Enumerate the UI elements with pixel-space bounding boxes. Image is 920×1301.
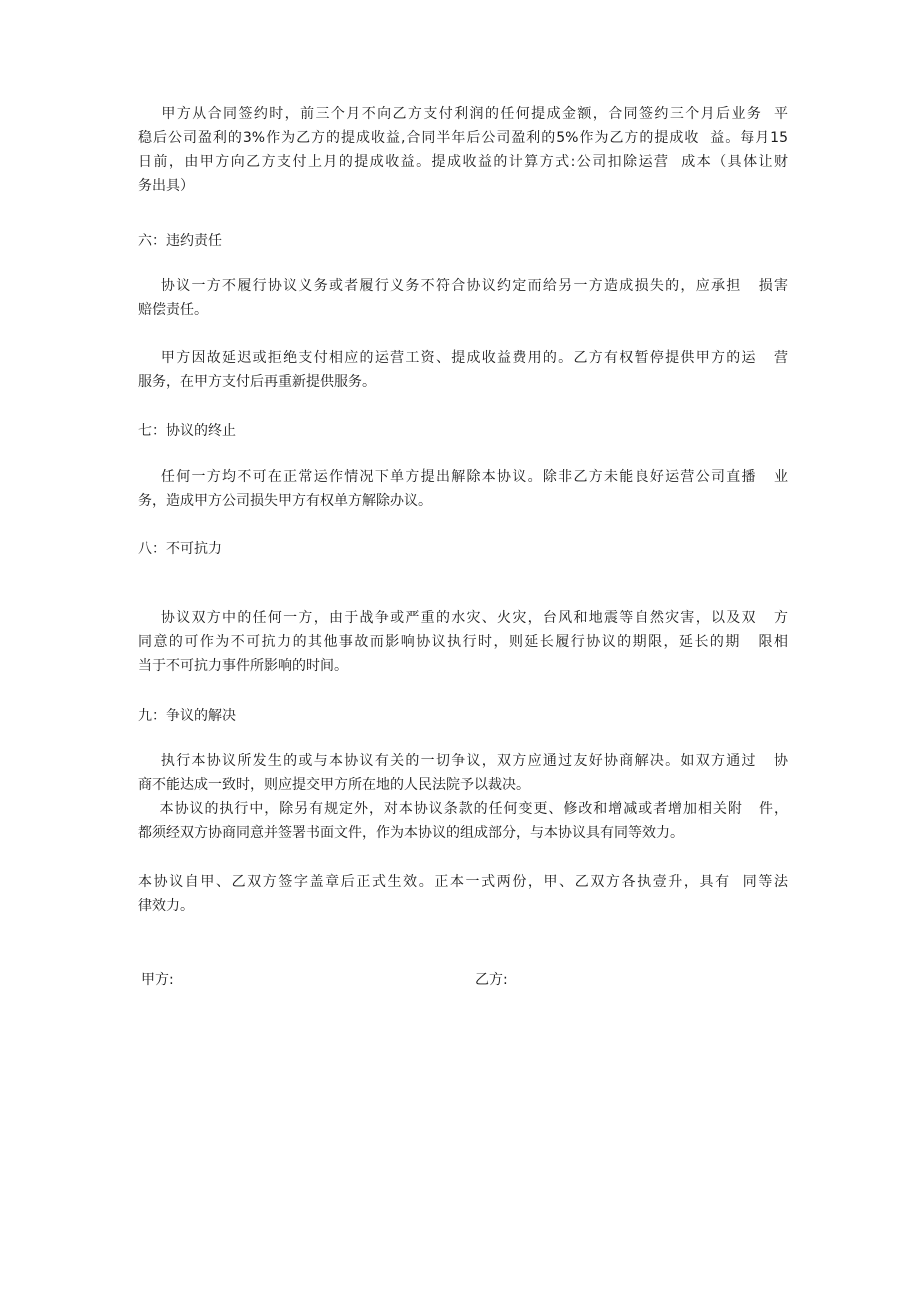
paragraph-line: 务，造成甲方公司损失甲方有权单方解除办议。 bbox=[138, 493, 432, 509]
effectiveness-paragraph bbox=[138, 870, 788, 918]
party-a-signature-label: 甲方: bbox=[141, 972, 174, 988]
paragraph-line: 商不能达成一致时，则应提交甲方所在地的人民法院予以裁决。 bbox=[138, 777, 530, 793]
section-6-liability-paragraph bbox=[138, 274, 788, 322]
paragraph-line: 甲方因故延迟或拒绝支付相应的运营工资、提成收益费用的。乙方有权暂停提供甲方的运 营 bbox=[138, 350, 788, 366]
paragraph-line: 协议一方不履行协议义务或者履行义务不符合协议约定而给另一方造成损失的，应承担 损害 bbox=[138, 278, 788, 294]
section-5-profit-sharing-paragraph bbox=[138, 102, 788, 198]
section-8-force-majeure-paragraph bbox=[138, 606, 788, 678]
paragraph-line: 执行本协议所发生的或与本协议有关的一切争议，双方应通过友好协商解决。如双方通过 协 bbox=[138, 753, 788, 769]
paragraph-line: 都须经双方协商同意并签署书面文件，作为本协议的组成部分，与本协议具有同等效力。 bbox=[138, 825, 684, 841]
paragraph-line: 稳后公司盈利的3%作为乙方的提成收益,合同半年后公司盈利的5%作为乙方的提成收 益。每月15 bbox=[138, 130, 788, 146]
paragraph-line: 赔偿责任。 bbox=[138, 302, 208, 318]
paragraph-line: 甲方从合同签约时，前三个月不向乙方支付利润的任何提成金额，合同签约三个月后业务 平 bbox=[138, 106, 788, 122]
paragraph-line: 本协议的执行中，除另有规定外，对本协议条款的任何变更、修改和增减或者增加相关附 件， bbox=[138, 801, 788, 817]
paragraph-line: 当于不可抗力事件所影响的时间。 bbox=[138, 658, 348, 674]
section-9-amendment-paragraph bbox=[138, 797, 788, 845]
section-9-dispute-paragraph bbox=[138, 749, 788, 797]
section-6-payment-delay-paragraph bbox=[138, 346, 788, 394]
paragraph-line: 任何一方均不可在正常运作情况下单方提出解除本协议。除非乙方未能良好运营公司直播 业 bbox=[138, 469, 788, 485]
section-6-heading: 六：违约责任 bbox=[138, 233, 222, 249]
paragraph-line: 本协议自甲、乙双方签字盖章后正式生效。正本一式两份，甲、乙双方各执壹升，具有 同等法 bbox=[138, 874, 788, 890]
section-8-heading: 八：不可抗力 bbox=[138, 541, 222, 557]
paragraph-line: 协议双方中的任何一方，由于战争或严重的水灾、火灾，台风和地震等自然灾害，以及双 方 bbox=[138, 610, 788, 626]
section-9-heading: 九：争议的解决 bbox=[138, 708, 236, 724]
paragraph-line: 日前，由甲方向乙方支付上月的提成收益。提成收益的计算方式:公司扣除运营 成本（具体让财 bbox=[138, 154, 788, 170]
paragraph-line: 同意的可作为不可抗力的其他事故而影响协议执行时，则延长履行协议的期限，延长的期 限相 bbox=[138, 634, 788, 650]
paragraph-line: 务出具） bbox=[138, 178, 194, 194]
paragraph-line: 律效力。 bbox=[138, 898, 194, 914]
paragraph-line: 服务，在甲方支付后再重新提供服务。 bbox=[138, 374, 376, 390]
party-b-signature-label: 乙方: bbox=[475, 972, 508, 988]
section-7-termination-paragraph bbox=[138, 465, 788, 513]
section-7-heading: 七：协议的终止 bbox=[138, 423, 236, 439]
